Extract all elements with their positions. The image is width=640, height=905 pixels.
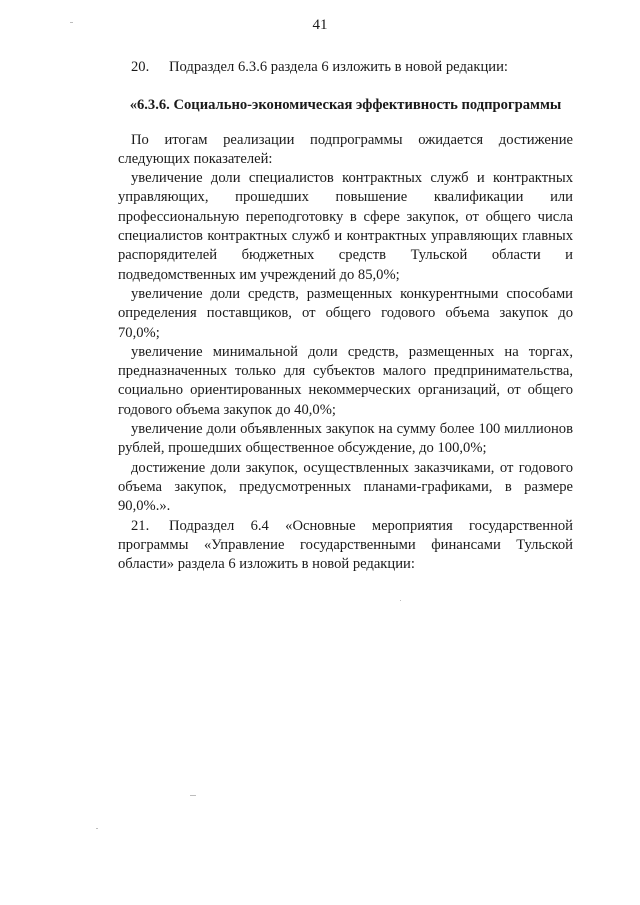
scan-speck <box>96 828 98 829</box>
scan-speck <box>190 795 196 796</box>
paragraph-indicator: увеличение доли специалистов контрактных служб и контрактных управляющих, прошедших повышение квалификации или профессиональную переподготовку в сфере закупок, от общего числа специалистов контрактных служб и контрактных управляющих главных распорядителей бюджетных средств Тульской области и подведомственных им учреждений до 85,0%; <box>118 170 573 283</box>
paragraph-indicator: увеличение минимальной доли средств, размещенных на торгах, предназначенных только для субъектов малого предпринимательства, социально ориентированных некоммерческих организаций, от общего годового объема закупок до 40,0%; <box>118 343 573 418</box>
scan-speck <box>70 22 73 23</box>
list-item-21 <box>118 517 573 575</box>
document-body <box>118 58 573 574</box>
item-number: 20. <box>131 59 150 75</box>
scan-speck <box>400 600 401 601</box>
item-number: 21. <box>131 517 150 534</box>
paragraph-intro: По итогам реализации подпрограммы ожидается достижение следующих показателей: <box>118 131 573 167</box>
section-heading: «6.3.6. Социально-экономическая эффективность подпрограммы <box>129 97 562 114</box>
item-text: Подраздел 6.3.6 раздела 6 изложить в новой редакции: <box>169 59 508 75</box>
item-text: Подраздел 6.4 «Основные мероприятия государственной программы «Управление государственными финансами Тульской области» раздела 6 изложить в новой редакции: <box>118 517 573 573</box>
paragraph-indicator: увеличение доли средств, размещенных конкурентными способами определения поставщиков, от общего годового объема закупок до 70,0%; <box>118 285 573 341</box>
paragraph-indicator: достижение доли закупок, осуществленных заказчиками, от годового объема закупок, предусмотренных планами-графиками, в размере 90,0%.». <box>118 459 573 515</box>
page-number: 41 <box>312 17 328 33</box>
paragraph-indicator: увеличение доли объявленных закупок на сумму более 100 миллионов рублей, прошедших общественное обсуждение, до 100,0%; <box>118 421 573 457</box>
list-item-20 <box>118 58 573 77</box>
